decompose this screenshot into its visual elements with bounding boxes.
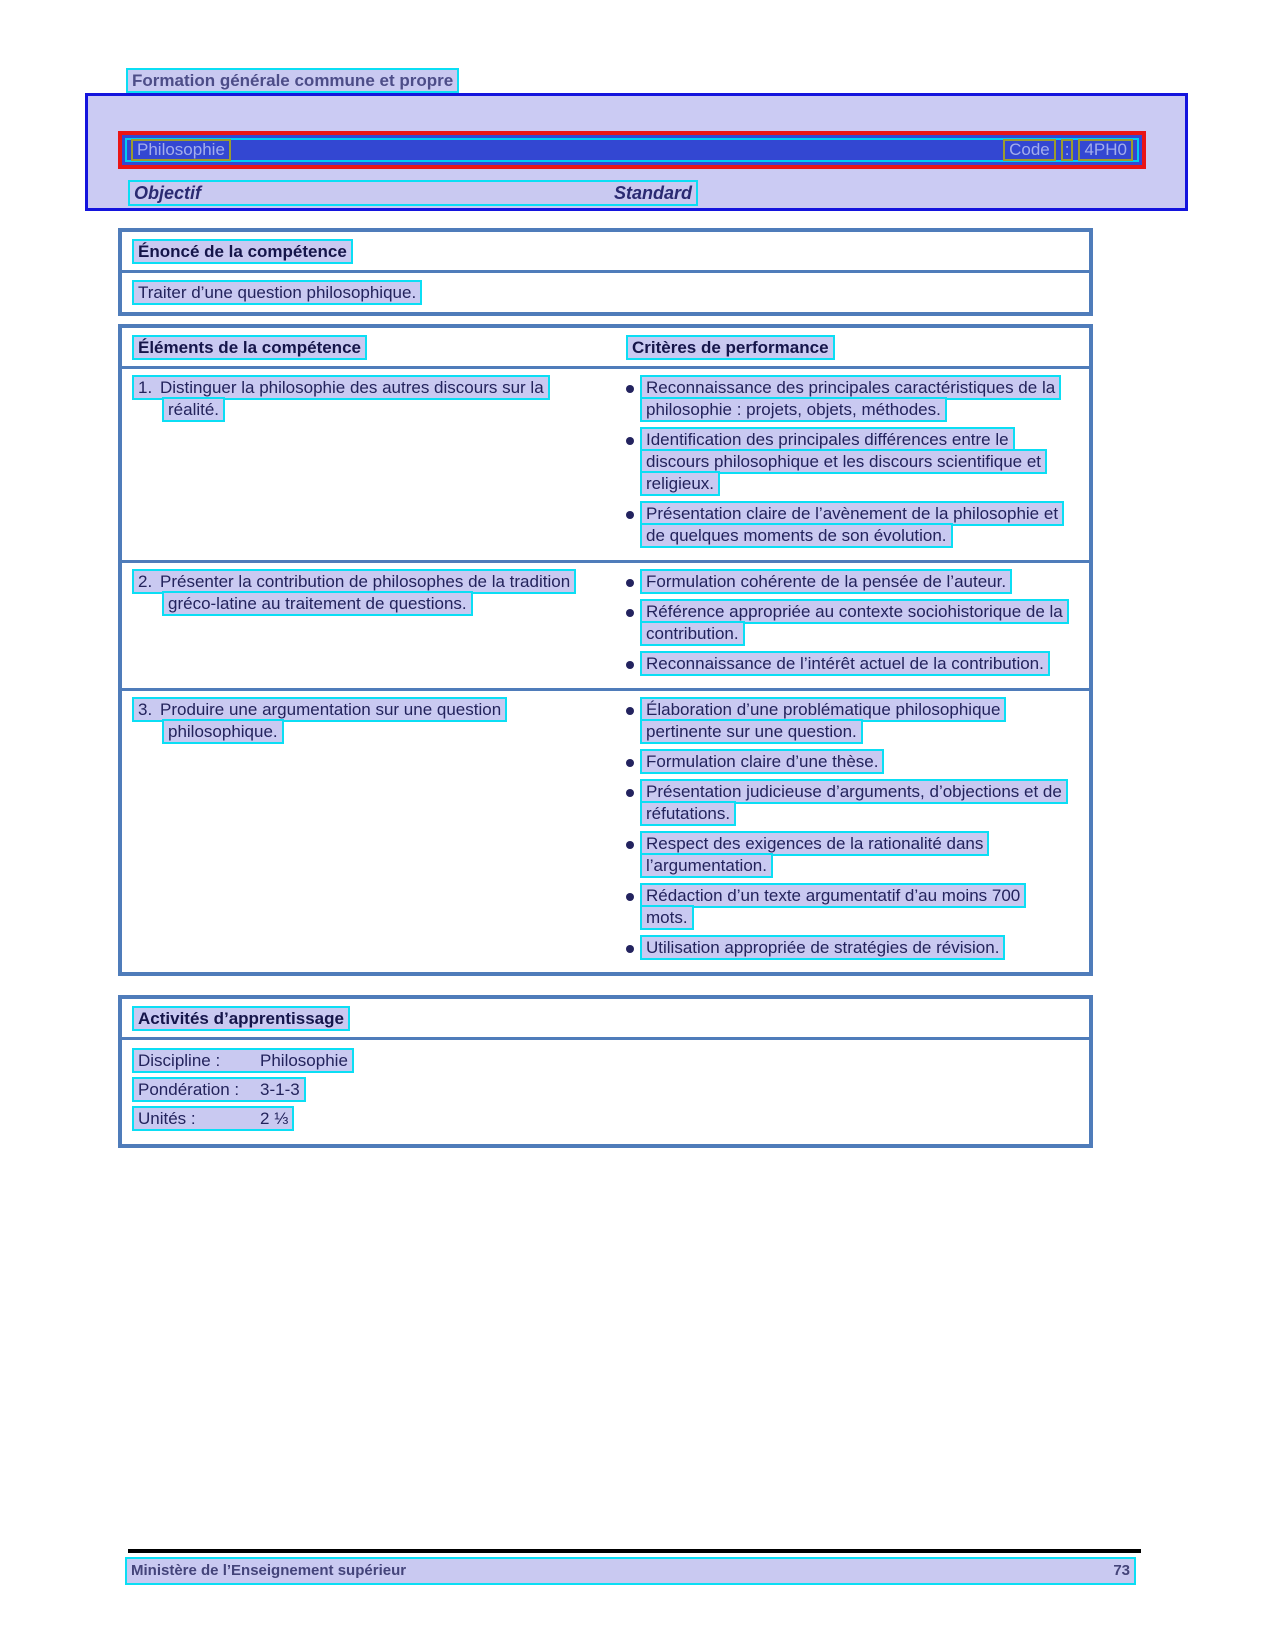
enonce-header-text: Énoncé de la compétence [132, 239, 353, 264]
unites-line [132, 1106, 294, 1131]
bullet-icon [626, 893, 634, 901]
element-cell [122, 691, 616, 972]
elements-header-text: Éléments de la compétence [132, 335, 367, 360]
table-row [122, 688, 1089, 972]
criteria-text: Reconnaissance des principales caractéristiques de la philosophie : projets, objets, méthodes. [640, 375, 1061, 422]
footer-rule [128, 1549, 1141, 1553]
criteria-cell [616, 369, 1089, 560]
enonce-body-text: Traiter d’une question philosophique. [132, 280, 422, 305]
criteria-text: Formulation claire d’une thèse. [640, 749, 884, 774]
criteria-item [616, 601, 1081, 645]
standard-label: Standard [614, 183, 693, 203]
element-text [132, 569, 576, 616]
objectif-label: Objectif [134, 183, 202, 203]
activites-header [122, 999, 1089, 1037]
criteres-header-text: Critères de performance [626, 335, 835, 360]
criteres-header-cell [616, 328, 1089, 366]
criteria-text: Présentation claire de l’avènement de la philosophie et de quelques moments de son évolution. [640, 501, 1064, 548]
elements-header-cell [122, 328, 616, 366]
element-statement: Présenter la contribution de philosophes de la tradition gréco-latine au traitement de questions. [160, 572, 571, 613]
course-title: Philosophie [131, 139, 231, 161]
criteria-text-block [640, 377, 1072, 421]
ponderation-line [132, 1077, 306, 1102]
course-code-group [1003, 139, 1133, 161]
activites-row-discipline [132, 1049, 1079, 1073]
bullet-icon [626, 609, 634, 617]
section-heading [126, 70, 459, 92]
code-label: Code [1003, 139, 1056, 161]
section-heading-text: Formation générale commune et propre [126, 68, 459, 93]
title-banner-line [125, 138, 1139, 162]
element-statement: Distinguer la philosophie des autres discours sur la réalité. [160, 378, 544, 419]
criteria-text-block [640, 571, 1012, 593]
criteria-text-block [640, 751, 884, 773]
table-row [122, 366, 1089, 560]
competence-table [118, 324, 1093, 976]
criteria-text-block [640, 653, 1050, 675]
bullet-icon [626, 945, 634, 953]
code-value: 4PH0 [1078, 139, 1133, 161]
element-text [132, 375, 550, 422]
activites-box [118, 995, 1093, 1148]
bullet-icon [626, 707, 634, 715]
footer-ministry-text: Ministère de l’Enseignement supérieur [131, 1562, 407, 1579]
criteria-text-block [640, 699, 1072, 743]
bullet-icon [626, 759, 634, 767]
criteria-text: Présentation judicieuse d’arguments, d’objections et de réfutations. [640, 779, 1068, 826]
element-text [132, 697, 507, 744]
discipline-label: Discipline : [138, 1051, 221, 1070]
criteria-cell [616, 563, 1089, 688]
criteria-text-block [640, 429, 1072, 495]
element-number: 2. [138, 572, 153, 591]
bullet-icon [626, 437, 634, 445]
criteria-text: Formulation cohérente de la pensée de l’auteur. [640, 569, 1012, 594]
criteria-text: Respect des exigences de la rationalité dans l’argumentation. [640, 831, 989, 878]
bullet-icon [626, 789, 634, 797]
ponderation-value: 3-1-3 [260, 1080, 300, 1099]
enonce-body [122, 273, 1089, 312]
criteria-item [616, 781, 1081, 825]
bullet-icon [626, 661, 634, 669]
criteria-text-block [640, 937, 1005, 959]
criteria-cell [616, 691, 1089, 972]
page-number: 73 [1113, 1562, 1130, 1579]
criteria-text-block [640, 601, 1072, 645]
unites-value: 2 ⅓ [260, 1109, 289, 1128]
criteria-text-block [640, 885, 1072, 929]
activites-body [122, 1040, 1089, 1144]
element-cell [122, 563, 616, 688]
element-text-block [132, 571, 596, 615]
activites-row-ponderation [132, 1078, 1079, 1102]
footer [125, 1557, 1136, 1585]
activites-header-text: Activités d’apprentissage [132, 1006, 350, 1031]
bullet-icon [626, 511, 634, 519]
objectif-standard-row [128, 182, 698, 204]
criteria-item [616, 885, 1081, 929]
criteria-item [616, 503, 1081, 547]
title-banner [118, 131, 1146, 169]
criteria-text: Identification des principales différences entre le discours philosophique et les discours scientifique et religieux. [640, 427, 1047, 496]
criteria-text-block [640, 833, 1072, 877]
table-row [122, 560, 1089, 688]
criteria-item [616, 751, 1081, 773]
bullet-icon [626, 841, 634, 849]
bullet-icon [626, 385, 634, 393]
criteria-item [616, 653, 1081, 675]
criteria-text: Référence appropriée au contexte sociohistorique de la contribution. [640, 599, 1069, 646]
criteria-item [616, 377, 1081, 421]
criteria-text-block [640, 503, 1072, 547]
element-cell [122, 369, 616, 560]
element-statement: Produire une argumentation sur une question philosophique. [160, 700, 502, 741]
element-text-block [132, 699, 596, 743]
element-text-block [132, 377, 596, 421]
activites-row-unites [132, 1107, 1079, 1131]
enonce-box [118, 228, 1093, 316]
criteria-text-block [640, 781, 1072, 825]
enonce-header [122, 232, 1089, 270]
criteria-item [616, 833, 1081, 877]
criteria-text: Rédaction d’un texte argumentatif d’au moins 700 mots. [640, 883, 1026, 930]
objectif-standard-text [128, 180, 698, 206]
bullet-icon [626, 579, 634, 587]
criteria-text: Élaboration d’une problématique philosophique pertinente sur une question. [640, 697, 1006, 744]
criteria-text: Reconnaissance de l’intérêt actuel de la contribution. [640, 651, 1050, 676]
criteria-item [616, 429, 1081, 495]
code-separator: : [1061, 139, 1074, 161]
discipline-value: Philosophie [260, 1051, 348, 1070]
criteria-item [616, 937, 1081, 959]
element-number: 1. [138, 378, 153, 397]
element-number: 3. [138, 700, 153, 719]
ponderation-label: Pondération : [138, 1080, 240, 1099]
unites-label: Unités : [138, 1109, 196, 1128]
criteria-item [616, 571, 1081, 593]
discipline-line [132, 1048, 354, 1073]
competence-table-header [122, 328, 1089, 366]
criteria-text: Utilisation appropriée de stratégies de révision. [640, 935, 1005, 960]
criteria-item [616, 699, 1081, 743]
